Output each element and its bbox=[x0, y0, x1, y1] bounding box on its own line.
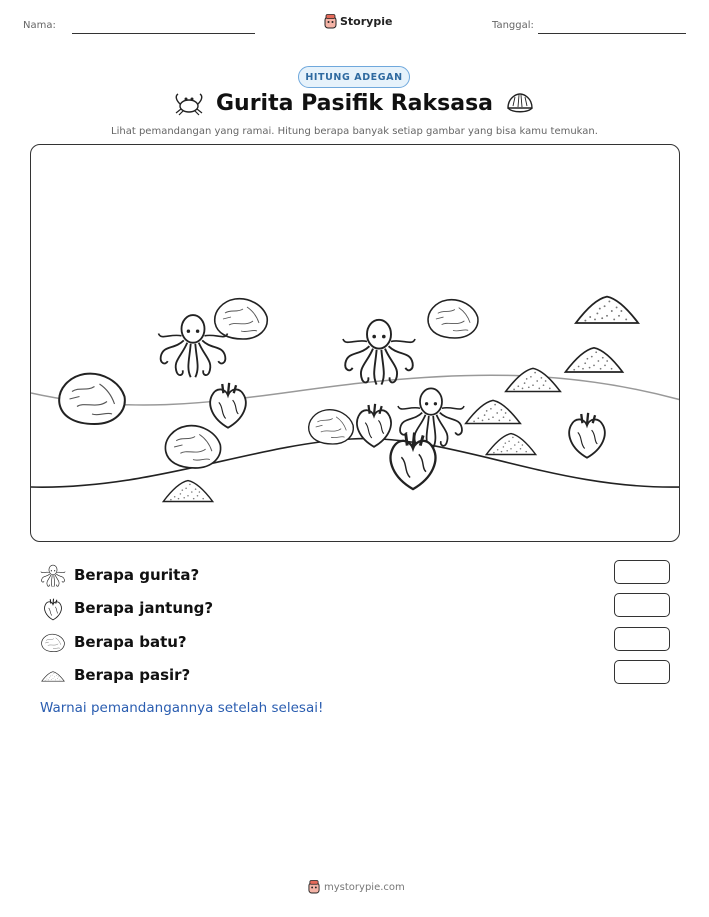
heart-icon bbox=[40, 597, 66, 621]
answer-box[interactable] bbox=[614, 660, 670, 684]
question-text: Berapa jantung? bbox=[74, 599, 214, 617]
question-text: Berapa gurita? bbox=[74, 566, 200, 584]
storypie-mascot-icon bbox=[324, 14, 337, 29]
heart bbox=[210, 383, 246, 428]
sand-pile bbox=[506, 368, 561, 391]
heart bbox=[357, 404, 391, 447]
page-title: Gurita Pasifik Raksasa bbox=[215, 91, 494, 116]
brand-name: Storypie bbox=[340, 15, 393, 28]
rock bbox=[165, 426, 220, 468]
rock-icon bbox=[40, 631, 66, 655]
water-line-upper bbox=[31, 375, 680, 405]
activity-tag: HITUNG ADEGAN bbox=[298, 66, 410, 88]
date-line[interactable] bbox=[538, 33, 686, 34]
brand-logo bbox=[324, 14, 392, 29]
answer-box[interactable] bbox=[614, 593, 670, 617]
question-text: Berapa batu? bbox=[74, 633, 187, 651]
sand-icon bbox=[40, 664, 66, 688]
counting-scene bbox=[30, 144, 680, 542]
rock bbox=[59, 374, 125, 424]
instructions: Lihat pemandangan yang ramai. Hitung berapa banyak setiap gambar yang bisa kamu temukan. bbox=[111, 126, 598, 137]
question-text: Berapa pasir? bbox=[74, 666, 191, 684]
name-line[interactable] bbox=[72, 33, 255, 34]
site-footer bbox=[308, 880, 405, 894]
question-sand bbox=[40, 664, 670, 688]
sand-pile bbox=[486, 434, 535, 455]
date-label: Tanggal: bbox=[492, 20, 534, 31]
question-octopus bbox=[40, 564, 670, 588]
heart bbox=[569, 413, 605, 458]
coloring-note: Warnai pemandangannya setelah selesai! bbox=[40, 700, 324, 716]
sand-pile bbox=[163, 481, 212, 502]
sand-pile bbox=[565, 348, 622, 372]
rock bbox=[215, 299, 268, 339]
rock bbox=[428, 300, 478, 338]
octopus bbox=[398, 388, 464, 447]
rock bbox=[309, 410, 354, 444]
question-heart bbox=[40, 597, 670, 621]
clam-icon bbox=[505, 91, 535, 117]
sand-pile bbox=[576, 297, 638, 323]
site-url[interactable]: mystorypie.com bbox=[324, 881, 405, 893]
octopus-icon bbox=[40, 564, 66, 588]
scene-illustration bbox=[31, 145, 680, 542]
octopus bbox=[343, 320, 415, 385]
answer-box[interactable] bbox=[614, 627, 670, 651]
answer-box[interactable] bbox=[614, 560, 670, 584]
question-rock bbox=[40, 631, 670, 655]
name-label: Nama: bbox=[23, 20, 56, 31]
storypie-mascot-icon bbox=[308, 880, 320, 894]
sand-pile bbox=[466, 400, 521, 423]
